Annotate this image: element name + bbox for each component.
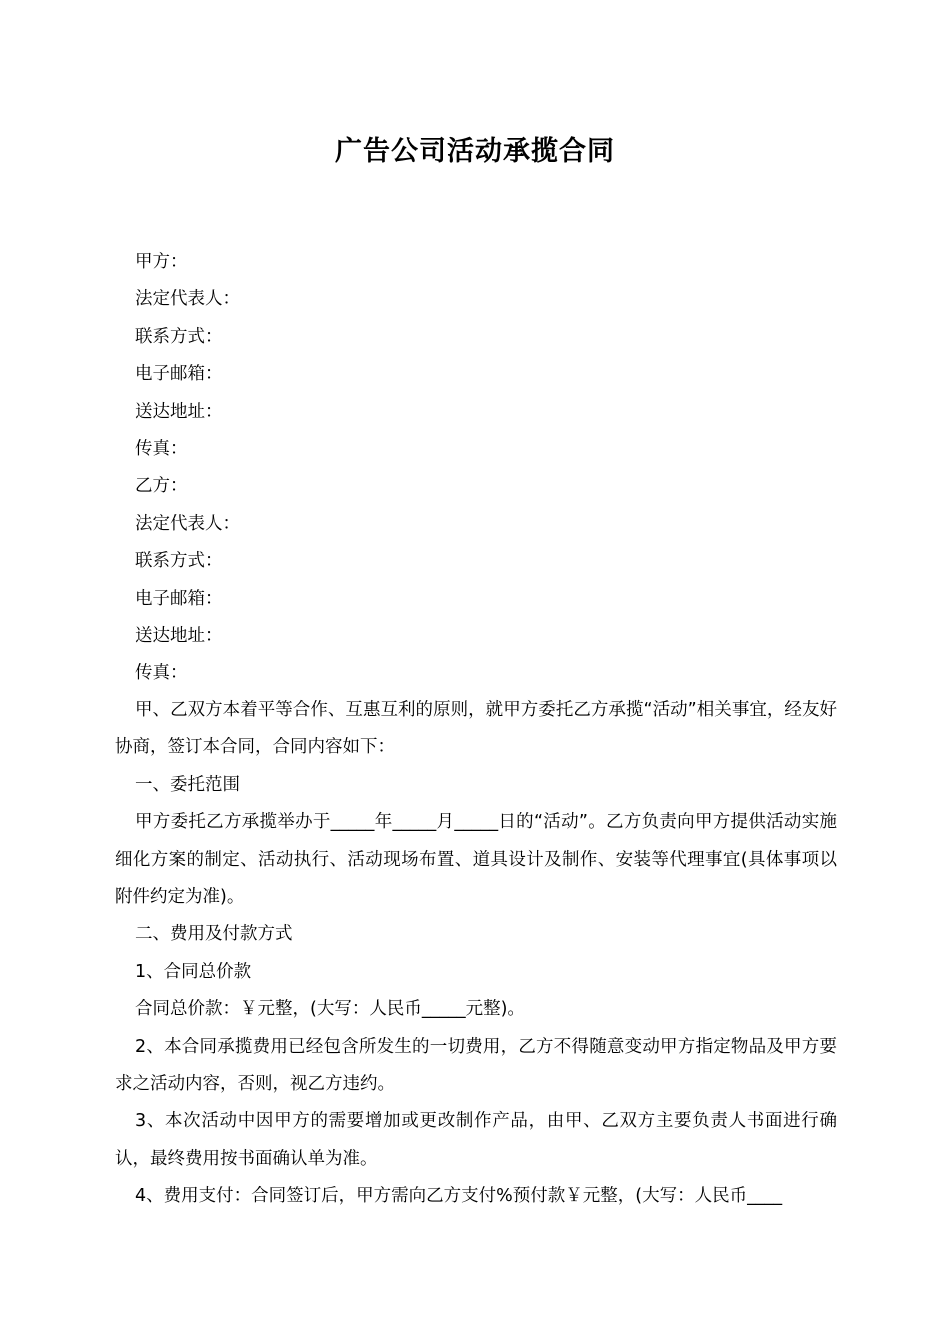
party-a-label: 甲方：: [135, 252, 188, 272]
section-heading-fees: 二、费用及付款方式: [135, 924, 293, 945]
party-b-label: 乙方：: [135, 476, 188, 497]
party-a-representative: 法定代表人：: [135, 289, 240, 310]
scope-paragraph: 甲方委托乙方承揽举办于_____年_____月_____日的“活动”。乙方负责向甲方提供活动实施细化方案的制定、活动执行、活动现场布置、道具设计及制作、安装等代理事宜(具体事项以附件约定为准)。: [115, 812, 837, 908]
section-heading-scope: 一、委托范围: [135, 774, 240, 795]
party-b-representative: 法定代表人：: [135, 513, 240, 534]
contract-body: [115, 692, 837, 1216]
party-b-fax: 传真：: [135, 663, 188, 684]
party-info-block: [135, 244, 835, 693]
party-b-contact: 联系方式：: [135, 551, 223, 572]
party-a-contact: 联系方式：: [135, 326, 223, 347]
party-a-fax: 传真：: [135, 438, 188, 459]
preamble-paragraph: 甲、乙双方本着平等合作、互惠互利的原则，就甲方委托乙方承揽“活动”相关事宜，经友好协商，签订本合同，合同内容如下：: [115, 700, 837, 758]
party-b-email: 电子邮箱：: [135, 588, 223, 609]
clause-total-price: 合同总价款：￥元整，(大写：人民币_____元整)。: [135, 999, 525, 1020]
clause-2: 2、本合同承揽费用已经包含所发生的一切费用，乙方不得随意变动甲方指定物品及甲方要求之活动内容，否则，视乙方违约。: [115, 1036, 837, 1095]
clause-total-price-heading: 1、合同总价款: [135, 961, 252, 982]
clause-4: 4、费用支付：合同签订后，甲方需向乙方支付%预付款￥元整，(大写：人民币____: [135, 1186, 783, 1207]
party-a-address: 送达地址：: [135, 401, 223, 422]
party-b-address: 送达地址：: [135, 625, 223, 646]
party-a-email: 电子邮箱：: [135, 364, 223, 385]
clause-3: 3、本次活动中因甲方的需要增加或更改制作产品，由甲、乙双方主要负责人书面进行确认，最终费用按书面确认单为准。: [115, 1111, 837, 1169]
document-title: 广告公司活动承揽合同: [335, 136, 615, 167]
